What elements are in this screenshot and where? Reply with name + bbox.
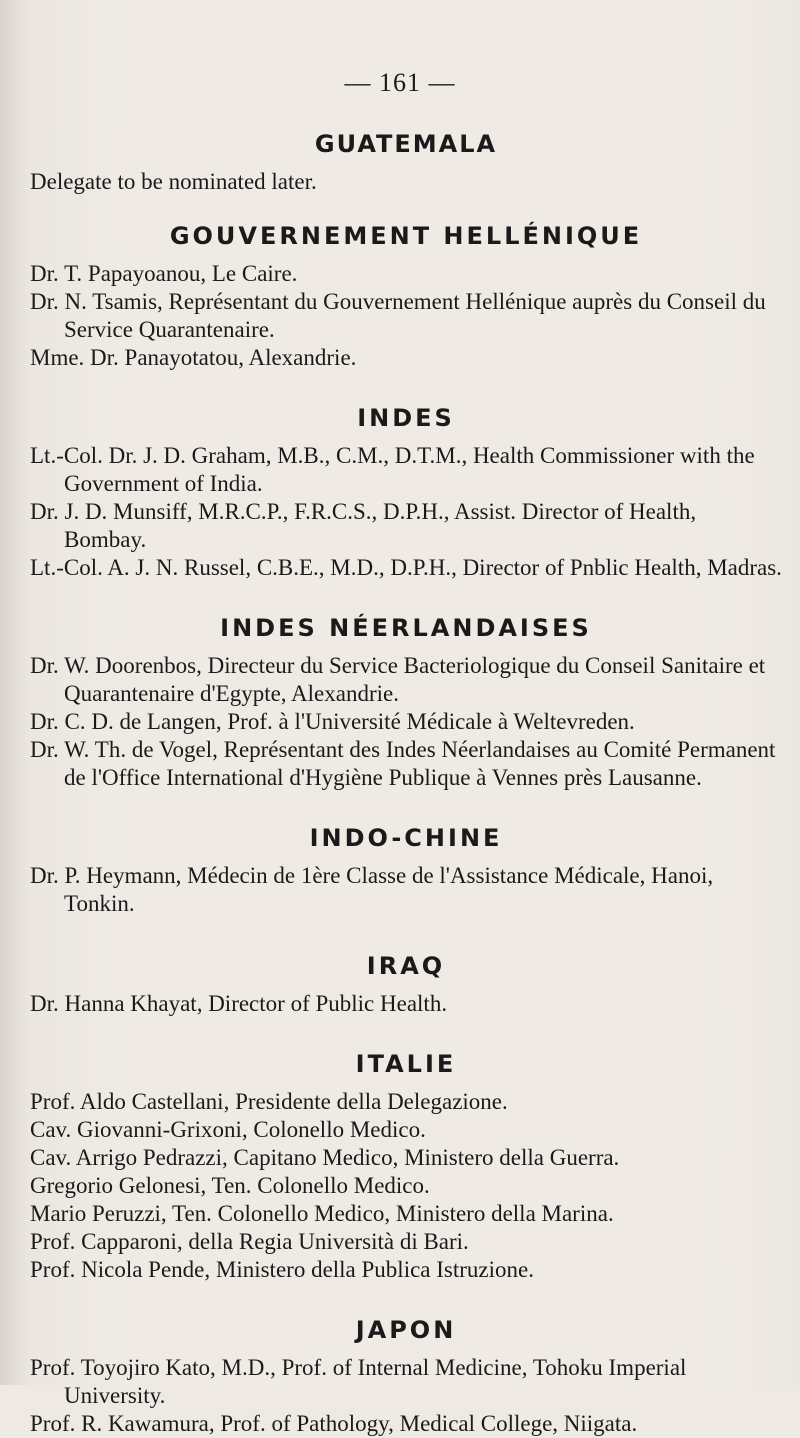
delegate-entry: Delegate to be nominated later. (30, 169, 317, 194)
delegate-entry: Dr. T. Papayoanou, Le Caire. (30, 261, 298, 286)
section-heading: GUATEMALA (314, 130, 498, 158)
section-indes (30, 404, 782, 582)
section-heading: ITALIE (355, 1050, 457, 1078)
delegate-entry: Dr. N. Tsamis, Représentant du Gouvernement Hellénique auprès du Conseil du Service Quarantenaire. (30, 289, 766, 342)
section-heading: INDO-CHINE (309, 824, 503, 852)
delegate-entry: Dr. Hanna Khayat, Director of Public Health. (30, 991, 448, 1016)
delegate-entry: Gregorio Gelonesi, Ten. Colonello Medico. (30, 1173, 430, 1198)
delegate-entry: Mme. Dr. Panayotatou, Alexandrie. (30, 345, 357, 370)
delegate-entry: Prof. Nicola Pende, Ministero della Publica Istruzione. (30, 1257, 534, 1282)
delegate-list (30, 130, 782, 1438)
delegate-entry: Dr. W. Doorenbos, Directeur du Service Bacteriologique du Conseil Sanitaire et Quarantenaire d'Egypte, Alexandrie. (30, 653, 766, 706)
section-japon (30, 1316, 782, 1438)
section-guatemala (30, 130, 782, 196)
delegate-entry: Lt.-Col. A. J. N. Russel, C.B.E., M.D., D.P.H., Director of Pnblic Health, Madras. (30, 555, 782, 580)
section-heading: IRAQ (366, 952, 446, 980)
delegate-entry: Dr. W. Th. de Vogel, Représentant des Indes Néerlandaises au Comité Permanent de l'Office International d'Hygiène Publique à Vennes près Lausanne. (30, 737, 776, 790)
section-heading: INDES (357, 404, 455, 432)
section-heading: INDES NÉERLANDAISES (220, 614, 592, 642)
section-heading: GOUVERNEMENT HELLÉNIQUE (169, 222, 643, 250)
section-italie (30, 1050, 782, 1284)
delegate-entry: Prof. Toyojiro Kato, M.D., Prof. of Internal Medicine, Tohoku Imperial University. (30, 1355, 687, 1408)
section-indo-chine (30, 824, 782, 918)
section-gouvernement-hellenique (30, 222, 782, 372)
section-heading: JAPON (355, 1316, 457, 1344)
delegate-entry: Prof. Capparoni, della Regia Università di Bari. (30, 1229, 469, 1254)
delegate-entry: Lt.-Col. Dr. J. D. Graham, M.B., C.M., D.T.M., Health Commissioner with the Government of India. (30, 443, 755, 496)
section-iraq (30, 952, 782, 1018)
page-number: — 161 — (344, 68, 456, 97)
delegate-entry: Dr. P. Heymann, Médecin de 1ère Classe de l'Assistance Médicale, Hanoi, Tonkin. (30, 863, 714, 916)
delegate-entry: Prof. Aldo Castellani, Presidente della Delegazione. (30, 1089, 508, 1114)
delegate-entry: Cav. Arrigo Pedrazzi, Capitano Medico, Ministero della Guerra. (30, 1145, 620, 1170)
delegate-entry: Dr. J. D. Munsiff, M.R.C.P., F.R.C.S., D.P.H., Assist. Director of Health, Bombay. (30, 499, 697, 552)
delegate-entry: Prof. R. Kawamura, Prof. of Pathology, Medical College, Niigata. (30, 1411, 638, 1436)
delegate-entry: Cav. Giovanni-Grixoni, Colonello Medico. (30, 1117, 426, 1142)
section-indes-neerlandaises (30, 614, 782, 792)
delegate-entry: Dr. C. D. de Langen, Prof. à l'Université Médicale à Weltevreden. (30, 709, 635, 734)
delegate-entry: Mario Peruzzi, Ten. Colonello Medico, Ministero della Marina. (30, 1201, 614, 1226)
